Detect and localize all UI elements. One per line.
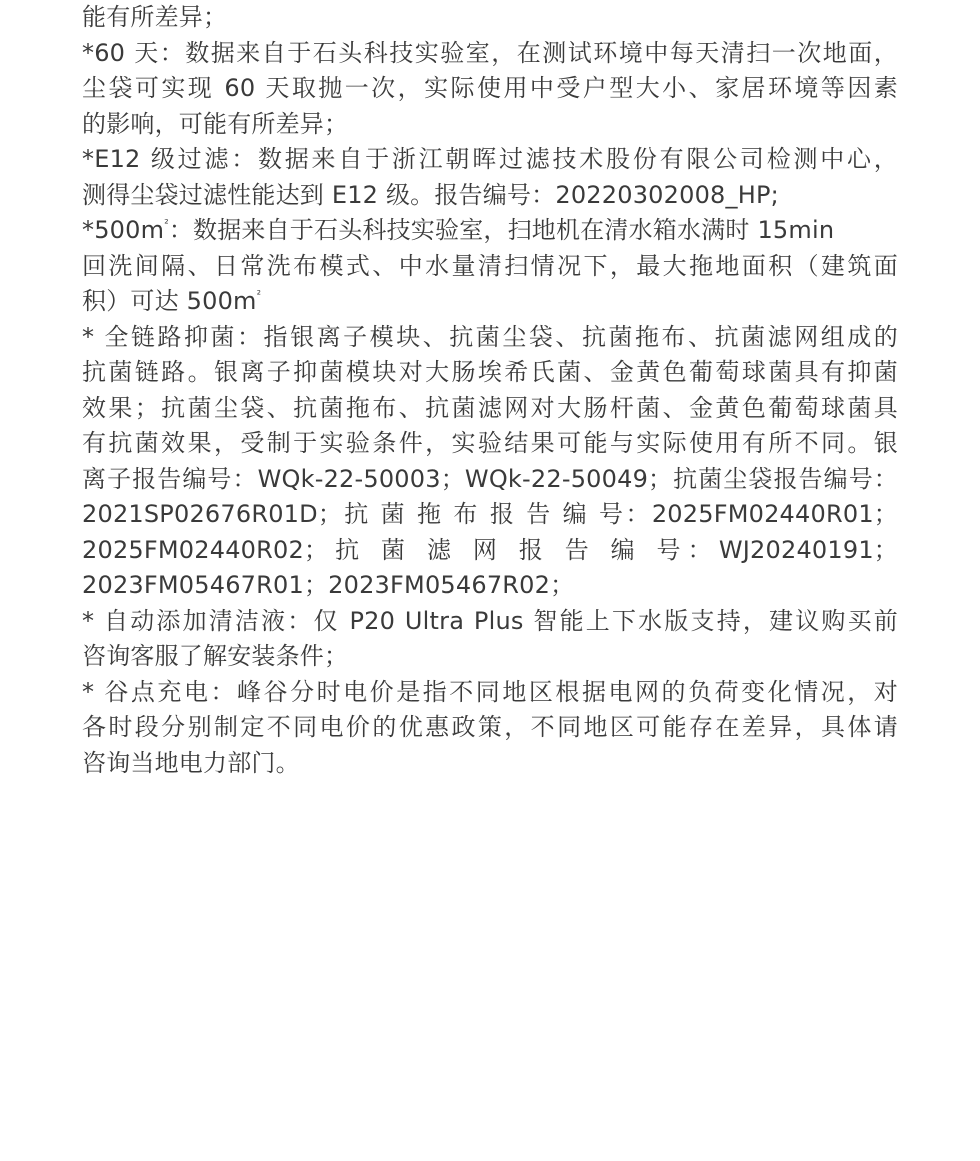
- footnote-line: 各时段分别制定不同电价的优惠政策，不同地区可能存在差异，具体请: [82, 713, 898, 741]
- footnote-line: *E12 级过滤：数据来自于浙江朝晖过滤技术股份有限公司检测中心，: [82, 145, 898, 173]
- blank-area: [0, 840, 980, 1161]
- footnote-line: * 谷点充电：峰谷分时电价是指不同地区根据电网的负荷变化情况，对: [82, 677, 898, 706]
- footnote-line: [82, 284, 898, 320]
- footnote-line: * 自动添加清洁液：仅 P20 Ultra Plus 智能上下水版支持，建议购买前: [82, 606, 898, 635]
- superscript: ²: [256, 288, 262, 301]
- footnote-line: 有抗菌效果，受制于实验条件，实验结果可能与实际使用有所不同。银: [82, 429, 898, 457]
- footnote-line: 效果；抗菌尘袋、抗菌拖布、抗菌滤网对大肠杆菌、金黄色葡萄球菌具: [82, 393, 898, 422]
- footnote-line: 能有所差异；: [82, 3, 228, 31]
- footnote-line: 2025FM02440R02；抗 菌 滤 网 报 告 编 号：WJ20240191；: [82, 535, 898, 564]
- footnote-line: [82, 213, 898, 249]
- footnote-line: 咨询客服了解安装条件；: [82, 642, 349, 670]
- footnote-text: ：数据来自于石头科技实验室，扫地机在清水箱水满时 15min: [168, 216, 835, 244]
- footnote-line: 测得尘袋过滤性能达到 E12 级。报告编号：20220302008_HP;: [82, 180, 779, 209]
- footnote-line: 离子报告编号：WQk-22-50003；WQk-22-50049；抗菌尘袋报告编号：: [82, 464, 898, 493]
- footnote-line: 咨询当地电力部门。: [82, 748, 300, 777]
- superscript: ²: [164, 217, 169, 230]
- footnote-text: 积）可达 500m: [82, 287, 257, 315]
- footnote-line: 回洗间隔、日常洗布模式、中水量清扫情况下，最大拖地面积（建筑面: [82, 251, 898, 280]
- footnote-line: * 全链路抑菌：指银离子模块、抗菌尘袋、抗菌拖布、抗菌滤网组成的: [82, 322, 898, 351]
- footnote-text: *500m: [82, 216, 165, 244]
- footnote-line: 2023FM05467R01；2023FM05467R02；: [82, 571, 575, 599]
- footnote-line: *60 天：数据来自于石头科技实验室，在测试环境中每天清扫一次地面，: [82, 38, 898, 67]
- footnotes-block: [82, 0, 898, 781]
- footnote-line: 的影响，可能有所差异；: [82, 109, 349, 138]
- footnote-line: 尘袋可实现 60 天取抛一次，实际使用中受户型大小、家居环境等因素: [82, 74, 898, 102]
- footnote-line: 2021SP02676R01D；抗 菌 拖 布 报 告 编 号：2025FM02440R01；: [82, 500, 898, 528]
- footnote-line: 抗菌链路。银离子抑菌模块对大肠埃希氏菌、金黄色葡萄球菌具有抑菌: [82, 358, 898, 386]
